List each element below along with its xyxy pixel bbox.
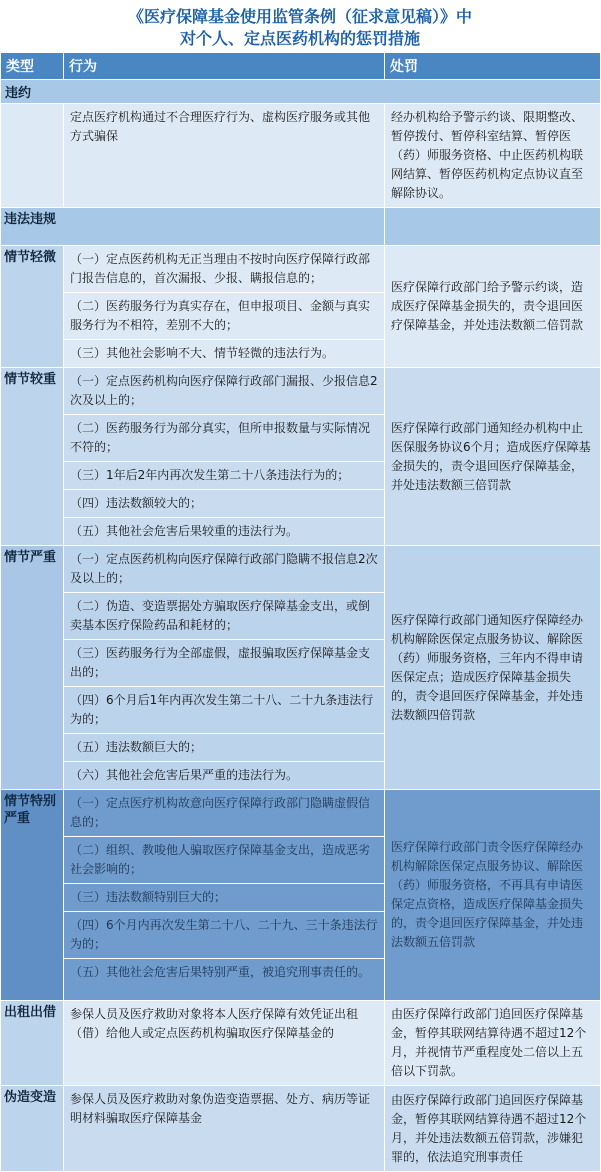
- section-label-violation: 违约: [1, 80, 601, 104]
- lend-punishment: 由医疗保障行政部门追回医疗保障基金，暂停其联网结算待遇不超过12个月，并视情节严重程度处二倍以上五倍以下罚款。: [385, 1001, 601, 1086]
- extreme-label: 情节特别严重: [1, 790, 64, 1001]
- extreme-item: （二）组织、教唆他人骗取医疗保障基金支出，造成恶劣社会影响的；: [64, 837, 385, 884]
- serious-item: （四）违法数额较大的；: [64, 490, 385, 518]
- minor-row-1: [1, 246, 601, 293]
- serious-row-1: [1, 368, 601, 415]
- lend-label: 出租出借: [1, 1001, 64, 1086]
- extreme-item: （一）定点医疗机构故意向医疗保障行政部门隐瞒虚假信息的；: [64, 790, 385, 837]
- penalty-table: [0, 52, 601, 1172]
- minor-item: （二）医药服务行为真实存在，但申报项目、金额与真实服务行为不相符，差别不大的；: [64, 293, 385, 340]
- section-label-illegal: 违法违规: [1, 208, 385, 246]
- serious-item: （二）医药服务行为部分真实，但所申报数量与实际情况不符的；: [64, 415, 385, 462]
- grave-label: 情节严重: [1, 546, 64, 790]
- grave-item: （一）定点医药机构向医疗保障行政部门隐瞒不报信息2次及以上的；: [64, 546, 385, 593]
- serious-label: 情节较重: [1, 368, 64, 546]
- title-line-2: 对个人、定点医药机构的惩罚措施: [179, 29, 420, 48]
- serious-item: （三）1年后2年内再次发生第二十八条违法行为的；: [64, 462, 385, 490]
- extreme-punishment: 医疗保障行政部门责令医疗保障经办机构解除医保定点服务协议、解除医（药）师服务资格，不再具有申请医保定点资格，造成医疗保障基金损失的，责令退回医疗保障基金，并处违法数额五倍罚款: [385, 790, 601, 1001]
- forge-row: [1, 1086, 601, 1172]
- header-punishment: 处罚: [385, 53, 601, 80]
- grave-item: （六）其他社会危害后果严重的违法行为。: [64, 762, 385, 790]
- lend-behavior: 参保人员及医疗救助对象将本人医疗保障有效凭证出租（借）给他人或定点医药机构骗取医疗保障基金的: [64, 1001, 385, 1086]
- extreme-row-1: [1, 790, 601, 837]
- grave-row-1: [1, 546, 601, 593]
- section-illegal-blank: [385, 208, 601, 246]
- forge-label: 伪造变造: [1, 1086, 64, 1172]
- lend-row: [1, 1001, 601, 1086]
- grave-punishment: 医疗保障行政部门通知医疗保障经办机构解除医保定点服务协议、解除医（药）师服务资格，三年内不得申请医保定点；造成医疗保障基金损失的，责令退回医疗保障基金，并处违法数额四倍罚款: [385, 546, 601, 790]
- violation-punishment: 经办机构给予警示约谈、限期整改、暂停拨付、暂停科室结算、暂停医（药）师服务资格、中止医药机构联网结算、暂停医药机构定点协议直至解除协议。: [385, 104, 601, 208]
- grave-item: （四）6个月后1年内再次发生第二十八、二十九条违法行为的；: [64, 687, 385, 734]
- extreme-item: （五）其他社会危害后果特别严重，被追究刑事责任的。: [64, 959, 385, 1001]
- extreme-item: （四）6个月内再次发生第二十八、二十九、三十条违法行为的；: [64, 912, 385, 959]
- forge-punishment: 由医疗保障行政部门追回医疗保障基金，暂停其联网结算待遇不超过12个月，并处违法数额五倍罚款，涉嫌犯罪的，依法追究刑事责任: [385, 1086, 601, 1172]
- minor-item: （三）其他社会影响不大、情节轻微的违法行为。: [64, 340, 385, 368]
- page-title: [0, 0, 600, 52]
- forge-behavior: 参保人员及医疗救助对象伪造变造票据、处方、病历等证明材料骗取医疗保障基金: [64, 1086, 385, 1172]
- extreme-item: （三）违法数额特别巨大的；: [64, 884, 385, 912]
- serious-item: （五）其他社会危害后果较重的违法行为。: [64, 518, 385, 546]
- header-behavior: 行为: [64, 53, 385, 80]
- table-header-row: [1, 53, 601, 80]
- serious-punishment: 医疗保障行政部门通知经办机构中止医保服务协议6个月；造成医疗保障基金损失的，责令退回医疗保障基金，并处违法数额三倍罚款: [385, 368, 601, 546]
- minor-punishment: 医疗保障行政部门给予警示约谈，造成医疗保障基金损失的，责令退回医疗保障基金，并处违法数额二倍罚款: [385, 246, 601, 368]
- grave-item: （二）伪造、变造票据处方骗取医疗保障基金支出，或倒卖基本医疗保险药品和耗材的；: [64, 593, 385, 640]
- minor-item: （一）定点医药机构无正当理由不按时向医疗保障行政部门报告信息的，首次漏报、少报、瞒报信息的；: [64, 246, 385, 293]
- section-illegal: [1, 208, 601, 246]
- section-violation: [1, 80, 601, 104]
- header-type: 类型: [1, 53, 64, 80]
- title-line-1: 《医疗保障基金使用监管条例（征求意见稿）》中: [127, 7, 472, 26]
- minor-label: 情节轻微: [1, 246, 64, 368]
- grave-item: （五）违法数额巨大的；: [64, 734, 385, 762]
- violation-behavior: 定点医疗机构通过不合理医疗行为、虚构医疗服务或其他方式骗保: [64, 104, 385, 208]
- serious-item: （一）定点医药机构向医疗保障行政部门漏报、少报信息2次及以上的；: [64, 368, 385, 415]
- grave-item: （三）医药服务行为全部虚假，虚报骗取医疗保障基金支出的；: [64, 640, 385, 687]
- violation-row: [1, 104, 601, 208]
- violation-type-cell: [1, 104, 64, 208]
